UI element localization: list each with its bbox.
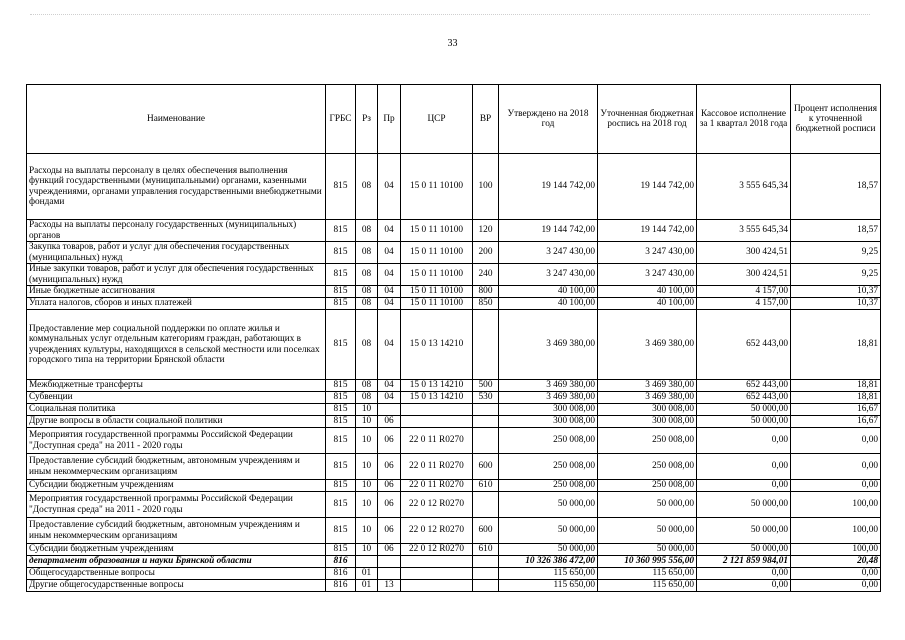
- cell-pr: [378, 404, 401, 416]
- cell-name: Иные закупки товаров, работ и услуг для обеспечения государственных (муниципальных) нужд: [27, 264, 326, 286]
- table-row: [27, 454, 881, 480]
- cell-approved: 19 144 742,00: [499, 220, 598, 242]
- cell-refined: 40 100,00: [598, 298, 697, 310]
- table-header-row: [27, 85, 881, 154]
- cell-refined: 50 000,00: [598, 492, 697, 518]
- header-percent: Процент исполнения к уточненной бюджетной росписи: [791, 85, 881, 154]
- header-approved: Утверждено на 2018 год: [499, 85, 598, 154]
- header-csr: ЦСР: [401, 85, 473, 154]
- table-row: [27, 380, 881, 392]
- cell-pr: 13: [378, 580, 401, 592]
- cell-rz: 08: [356, 392, 378, 404]
- table-row: [27, 392, 881, 404]
- cell-rz: 10: [356, 416, 378, 428]
- cell-name: Общегосударственные вопросы: [27, 568, 326, 580]
- cell-cash: 2 121 859 984,01: [697, 556, 791, 568]
- cell-cash: 50 000,00: [697, 416, 791, 428]
- cell-approved: 3 469 380,00: [499, 392, 598, 404]
- cell-vr: [473, 580, 499, 592]
- cell-percent: 18,57: [791, 154, 881, 220]
- table-row: [27, 580, 881, 592]
- cell-csr: 22 0 12 R0270: [401, 544, 473, 556]
- cell-csr: 22 0 11 R0270: [401, 454, 473, 480]
- cell-percent: 10,37: [791, 286, 881, 298]
- cell-approved: 115 650,00: [499, 580, 598, 592]
- cell-refined: 50 000,00: [598, 544, 697, 556]
- cell-pr: 06: [378, 518, 401, 544]
- cell-csr: 15 0 11 10100: [401, 286, 473, 298]
- cell-vr: [473, 556, 499, 568]
- cell-csr: 15 0 13 14210: [401, 392, 473, 404]
- cell-percent: 100,00: [791, 492, 881, 518]
- cell-refined: 300 008,00: [598, 416, 697, 428]
- table-row: [27, 298, 881, 310]
- cell-pr: 06: [378, 544, 401, 556]
- cell-approved: 3 469 380,00: [499, 380, 598, 392]
- cell-refined: 300 008,00: [598, 404, 697, 416]
- cell-pr: 04: [378, 286, 401, 298]
- header-name: Наименование: [27, 85, 326, 154]
- cell-refined: 10 360 995 556,00: [598, 556, 697, 568]
- cell-percent: 18,57: [791, 220, 881, 242]
- cell-pr: [378, 556, 401, 568]
- cell-cash: 0,00: [697, 454, 791, 480]
- cell-refined: 3 469 380,00: [598, 310, 697, 380]
- cell-approved: 50 000,00: [499, 518, 598, 544]
- cell-grbs: 815: [326, 286, 356, 298]
- cell-csr: 15 0 11 10100: [401, 220, 473, 242]
- cell-name: Мероприятия государственной программы Российской Федерации "Доступная среда" на 2011 - 2020 годы: [27, 492, 326, 518]
- cell-percent: 0,00: [791, 428, 881, 454]
- cell-rz: 10: [356, 454, 378, 480]
- cell-csr: [401, 568, 473, 580]
- cell-csr: [401, 556, 473, 568]
- cell-grbs: 815: [326, 480, 356, 492]
- cell-percent: 9,25: [791, 242, 881, 264]
- cell-cash: 300 424,51: [697, 264, 791, 286]
- cell-name: Межбюджетные трансферты: [27, 380, 326, 392]
- table-row: [27, 264, 881, 286]
- cell-vr: 600: [473, 454, 499, 480]
- table-row: [27, 220, 881, 242]
- cell-pr: 04: [378, 310, 401, 380]
- table-row: [27, 310, 881, 380]
- cell-approved: 10 326 386 472,00: [499, 556, 598, 568]
- cell-csr: 22 0 11 R0270: [401, 480, 473, 492]
- table-row: [27, 518, 881, 544]
- cell-name: Мероприятия государственной программы Российской Федерации "Доступная среда" на 2011 - 2020 годы: [27, 428, 326, 454]
- page-number: 33: [447, 38, 458, 49]
- cell-grbs: 816: [326, 580, 356, 592]
- cell-rz: 01: [356, 568, 378, 580]
- cell-pr: 04: [378, 392, 401, 404]
- cell-grbs: 815: [326, 544, 356, 556]
- cell-refined: 3 247 430,00: [598, 242, 697, 264]
- cell-vr: [473, 492, 499, 518]
- cell-cash: 0,00: [697, 428, 791, 454]
- cell-cash: 652 443,00: [697, 310, 791, 380]
- cell-percent: 100,00: [791, 544, 881, 556]
- cell-csr: 15 0 13 14210: [401, 380, 473, 392]
- cell-rz: 10: [356, 404, 378, 416]
- cell-percent: 0,00: [791, 580, 881, 592]
- cell-percent: 9,25: [791, 264, 881, 286]
- cell-pr: 04: [378, 264, 401, 286]
- table-row: [27, 544, 881, 556]
- cell-refined: 250 008,00: [598, 454, 697, 480]
- cell-csr: 15 0 11 10100: [401, 154, 473, 220]
- cell-csr: [401, 580, 473, 592]
- cell-refined: 115 650,00: [598, 580, 697, 592]
- cell-name: Предоставление субсидий бюджетным, автономным учреждениям и иным некоммерческим организациям: [27, 454, 326, 480]
- table-row: [27, 480, 881, 492]
- cell-percent: 20,48: [791, 556, 881, 568]
- cell-name: Другие общегосударственные вопросы: [27, 580, 326, 592]
- cell-rz: 08: [356, 220, 378, 242]
- cell-approved: 115 650,00: [499, 568, 598, 580]
- cell-grbs: 815: [326, 392, 356, 404]
- cell-approved: 3 247 430,00: [499, 264, 598, 286]
- table-row: [27, 404, 881, 416]
- cell-csr: 22 0 12 R0270: [401, 518, 473, 544]
- table-row: [27, 492, 881, 518]
- cell-approved: 40 100,00: [499, 286, 598, 298]
- cell-cash: 0,00: [697, 480, 791, 492]
- cell-rz: 10: [356, 518, 378, 544]
- cell-refined: 40 100,00: [598, 286, 697, 298]
- cell-cash: 50 000,00: [697, 518, 791, 544]
- cell-csr: 22 0 12 R0270: [401, 492, 473, 518]
- cell-vr: 800: [473, 286, 499, 298]
- cell-rz: 08: [356, 380, 378, 392]
- cell-grbs: 816: [326, 556, 356, 568]
- cell-refined: 250 008,00: [598, 480, 697, 492]
- cell-vr: 500: [473, 380, 499, 392]
- cell-pr: 06: [378, 492, 401, 518]
- cell-csr: [401, 404, 473, 416]
- cell-vr: 610: [473, 480, 499, 492]
- cell-cash: 3 555 645,34: [697, 220, 791, 242]
- cell-name: Другие вопросы в области социальной политики: [27, 416, 326, 428]
- cell-approved: 40 100,00: [499, 298, 598, 310]
- cell-cash: 652 443,00: [697, 392, 791, 404]
- header-refined: Уточненная бюджетная роспись на 2018 год: [598, 85, 697, 154]
- header-rz: Рз: [356, 85, 378, 154]
- cell-cash: 3 555 645,34: [697, 154, 791, 220]
- header-pr: Пр: [378, 85, 401, 154]
- cell-percent: 0,00: [791, 568, 881, 580]
- cell-percent: 18,81: [791, 310, 881, 380]
- table-row: [27, 286, 881, 298]
- table-body: [27, 154, 881, 592]
- cell-approved: 50 000,00: [499, 544, 598, 556]
- cell-percent: 18,81: [791, 392, 881, 404]
- cell-grbs: 815: [326, 492, 356, 518]
- cell-rz: 08: [356, 286, 378, 298]
- cell-rz: 10: [356, 544, 378, 556]
- cell-refined: 50 000,00: [598, 518, 697, 544]
- cell-vr: 200: [473, 242, 499, 264]
- header-vr: ВР: [473, 85, 499, 154]
- cell-vr: [473, 568, 499, 580]
- cell-pr: 06: [378, 454, 401, 480]
- cell-name: Предоставление субсидий бюджетным, автономным учреждениям и иным некоммерческим организациям: [27, 518, 326, 544]
- header-grbs: ГРБС: [326, 85, 356, 154]
- cell-rz: 08: [356, 154, 378, 220]
- cell-grbs: 816: [326, 568, 356, 580]
- cell-rz: 01: [356, 580, 378, 592]
- cell-approved: 50 000,00: [499, 492, 598, 518]
- table-row: [27, 428, 881, 454]
- cell-rz: 08: [356, 264, 378, 286]
- cell-refined: 3 247 430,00: [598, 264, 697, 286]
- cell-csr: 15 0 11 10100: [401, 264, 473, 286]
- cell-name: Предоставление мер социальной поддержки по оплате жилья и коммунальных услуг отдельным категориям граждан, работающих в учреждениях культуры, находящихся в сельской местности или поселках городского типа на территории Брянской области: [27, 310, 326, 380]
- cell-pr: 04: [378, 220, 401, 242]
- cell-percent: 16,67: [791, 404, 881, 416]
- cell-csr: 15 0 13 14210: [401, 310, 473, 380]
- cell-name: департамент образования и науки Брянской области: [27, 556, 326, 568]
- cell-vr: [473, 428, 499, 454]
- cell-rz: 08: [356, 242, 378, 264]
- cell-percent: 18,81: [791, 380, 881, 392]
- cell-csr: [401, 416, 473, 428]
- cell-pr: 04: [378, 380, 401, 392]
- cell-vr: [473, 310, 499, 380]
- cell-name: Закупка товаров, работ и услуг для обеспечения государственных (муниципальных) нужд: [27, 242, 326, 264]
- cell-grbs: 815: [326, 518, 356, 544]
- header-cash: Кассовое исполнение за 1 квартал 2018 года: [697, 85, 791, 154]
- cell-approved: 250 008,00: [499, 454, 598, 480]
- cell-refined: 19 144 742,00: [598, 220, 697, 242]
- table-row: [27, 416, 881, 428]
- table-row: [27, 242, 881, 264]
- cell-approved: 19 144 742,00: [499, 154, 598, 220]
- cell-vr: 850: [473, 298, 499, 310]
- cell-vr: 100: [473, 154, 499, 220]
- cell-cash: 50 000,00: [697, 404, 791, 416]
- cell-approved: 300 008,00: [499, 416, 598, 428]
- cell-cash: 50 000,00: [697, 544, 791, 556]
- cell-csr: 22 0 11 R0270: [401, 428, 473, 454]
- cell-approved: 250 008,00: [499, 428, 598, 454]
- cell-cash: 652 443,00: [697, 380, 791, 392]
- cell-percent: 10,37: [791, 298, 881, 310]
- cell-vr: 600: [473, 518, 499, 544]
- cell-name: Социальная политика: [27, 404, 326, 416]
- cell-vr: 120: [473, 220, 499, 242]
- cell-grbs: 815: [326, 264, 356, 286]
- cell-grbs: 815: [326, 298, 356, 310]
- cell-percent: 100,00: [791, 518, 881, 544]
- cell-grbs: 815: [326, 380, 356, 392]
- cell-grbs: 815: [326, 242, 356, 264]
- cell-rz: 08: [356, 310, 378, 380]
- cell-name: Субсидии бюджетным учреждениям: [27, 544, 326, 556]
- cell-grbs: 815: [326, 416, 356, 428]
- cell-pr: [378, 568, 401, 580]
- cell-percent: 0,00: [791, 480, 881, 492]
- cell-cash: 0,00: [697, 580, 791, 592]
- cell-vr: 240: [473, 264, 499, 286]
- cell-grbs: 815: [326, 404, 356, 416]
- cell-cash: 0,00: [697, 568, 791, 580]
- cell-grbs: 815: [326, 310, 356, 380]
- cell-cash: 50 000,00: [697, 492, 791, 518]
- cell-pr: 04: [378, 298, 401, 310]
- cell-csr: 15 0 11 10100: [401, 298, 473, 310]
- table-row: [27, 154, 881, 220]
- cell-pr: 06: [378, 428, 401, 454]
- table-row: [27, 568, 881, 580]
- cell-percent: 0,00: [791, 454, 881, 480]
- cell-name: Уплата налогов, сборов и иных платежей: [27, 298, 326, 310]
- cell-approved: 3 247 430,00: [499, 242, 598, 264]
- cell-rz: 10: [356, 480, 378, 492]
- cell-grbs: 815: [326, 220, 356, 242]
- cell-csr: 15 0 11 10100: [401, 242, 473, 264]
- cell-approved: 3 469 380,00: [499, 310, 598, 380]
- cell-refined: 250 008,00: [598, 428, 697, 454]
- cell-refined: 3 469 380,00: [598, 392, 697, 404]
- cell-name: Иные бюджетные ассигнования: [27, 286, 326, 298]
- cell-refined: 19 144 742,00: [598, 154, 697, 220]
- cell-rz: 10: [356, 492, 378, 518]
- cell-cash: 300 424,51: [697, 242, 791, 264]
- cell-vr: 610: [473, 544, 499, 556]
- cell-cash: 4 157,00: [697, 286, 791, 298]
- cell-name: Расходы на выплаты персоналу в целях обеспечения выполнения функций государственными (муниципальными) органами, казенными учреждениями, органами управления государственными внебюджетными фондами: [27, 154, 326, 220]
- cell-vr: [473, 404, 499, 416]
- cell-grbs: 815: [326, 154, 356, 220]
- budget-table: [26, 84, 881, 592]
- cell-rz: 10: [356, 428, 378, 454]
- cell-approved: 300 008,00: [499, 404, 598, 416]
- cell-grbs: 815: [326, 428, 356, 454]
- cell-name: Субвенции: [27, 392, 326, 404]
- cell-name: Расходы на выплаты персоналу государственных (муниципальных) органов: [27, 220, 326, 242]
- cell-cash: 4 157,00: [697, 298, 791, 310]
- cell-percent: 16,67: [791, 416, 881, 428]
- cell-refined: 3 469 380,00: [598, 380, 697, 392]
- scan-artifact-line: [30, 14, 870, 16]
- cell-name: Субсидии бюджетным учреждениям: [27, 480, 326, 492]
- cell-refined: 115 650,00: [598, 568, 697, 580]
- cell-rz: [356, 556, 378, 568]
- cell-approved: 250 008,00: [499, 480, 598, 492]
- cell-vr: 530: [473, 392, 499, 404]
- cell-vr: [473, 416, 499, 428]
- cell-rz: 08: [356, 298, 378, 310]
- cell-pr: 04: [378, 154, 401, 220]
- table-row: [27, 556, 881, 568]
- cell-pr: 06: [378, 416, 401, 428]
- cell-grbs: 815: [326, 454, 356, 480]
- cell-pr: 04: [378, 242, 401, 264]
- cell-pr: 06: [378, 480, 401, 492]
